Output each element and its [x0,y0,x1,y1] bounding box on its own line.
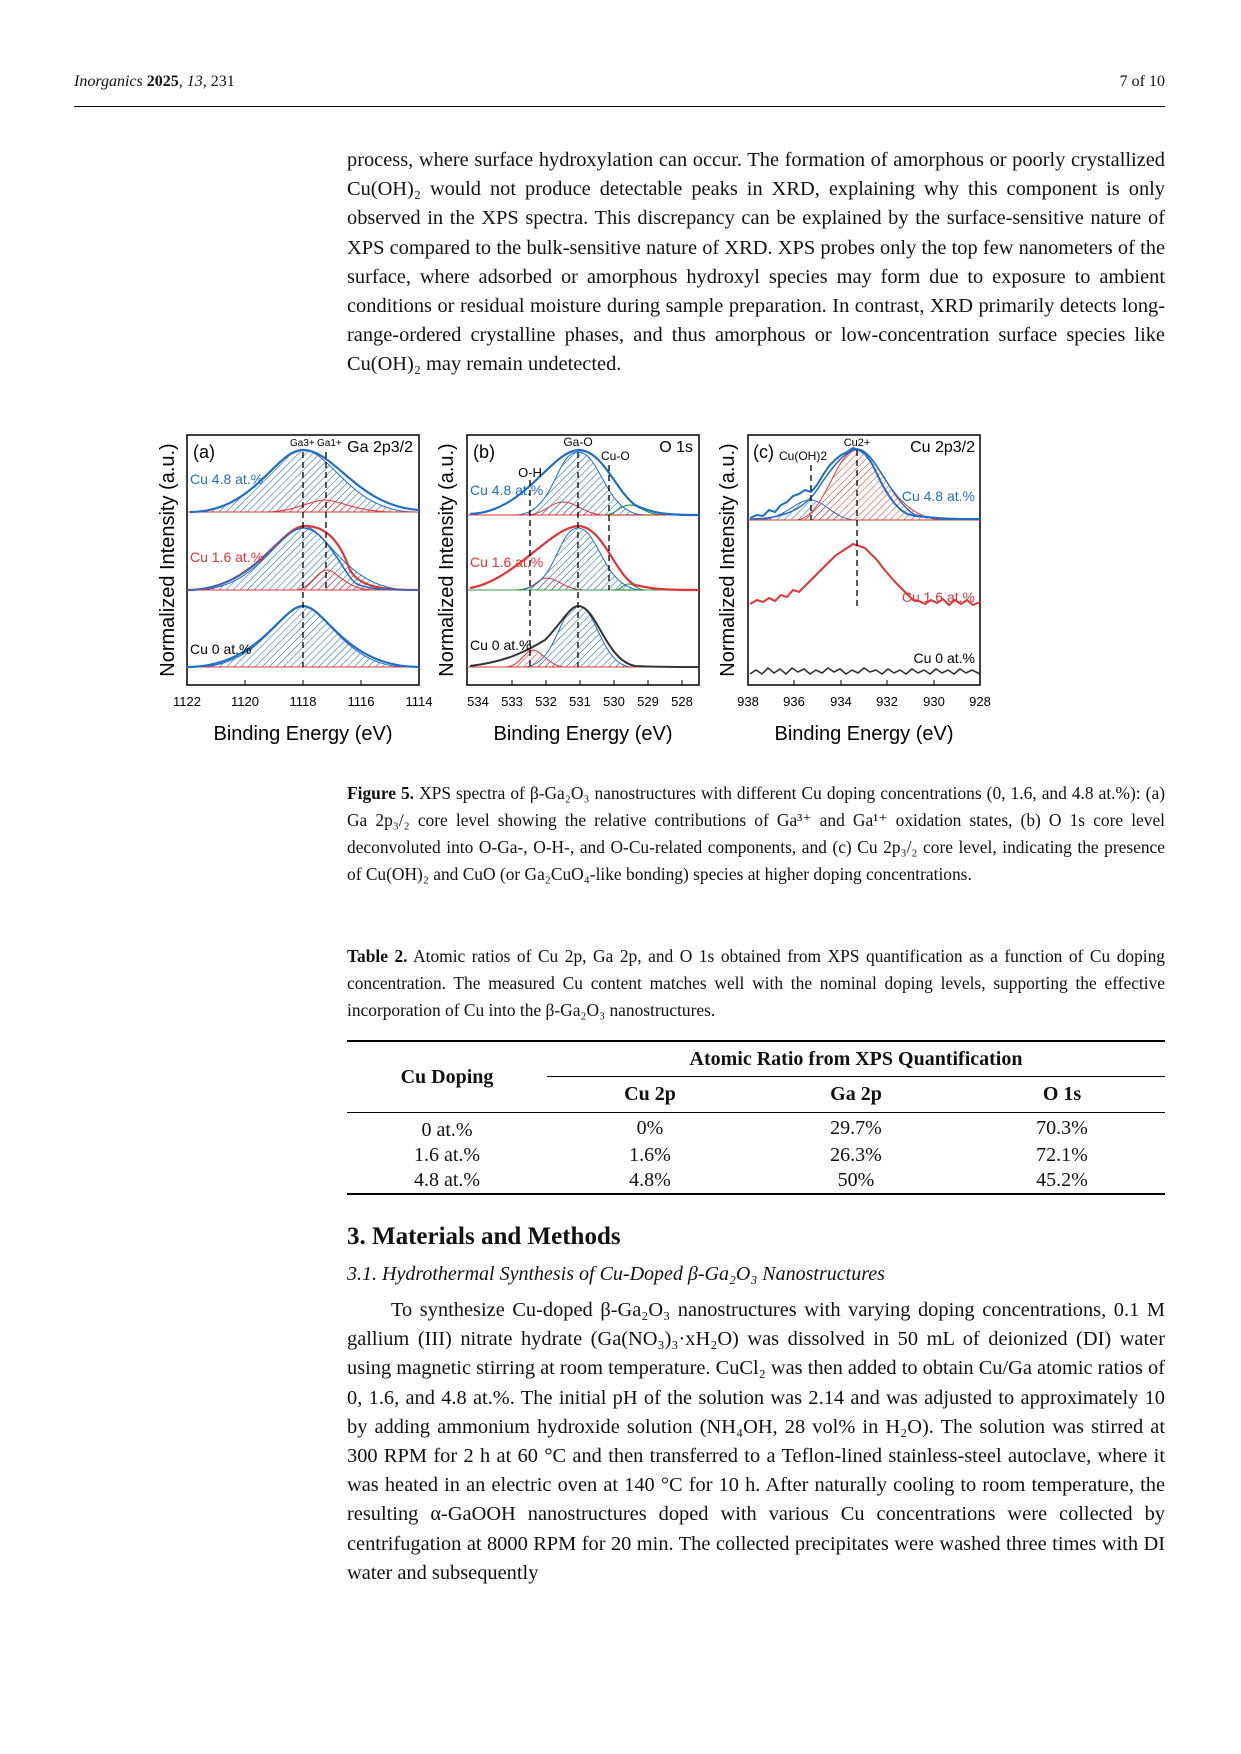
peak-label-ga-o: Ga-O [563,435,593,449]
peak-label-ga3: Ga3+ [290,438,315,449]
table-row [347,1167,1165,1194]
trace-label-a-0: Cu 0 at.% [190,641,252,657]
peak-label-cu-oh2: Cu(OH)2 [779,449,828,463]
trace-label-c-0: Cu 0 at.% [913,650,975,666]
page-number: 7 of 10 [1119,73,1165,90]
table-cell: 0% [636,1116,664,1139]
panel-a-tag: (a) [193,442,215,462]
panel-c-spectra [748,448,980,674]
peak-label-ga1: Ga1+ [317,438,342,449]
table-2-caption [347,943,1165,1024]
table-cell: 4.8% [547,1167,753,1194]
figure-label: Figure 5. [347,783,415,803]
col-header-doping: Cu Doping [347,1041,547,1113]
panel-a-core: Ga 2p3/2 [347,439,413,456]
xlabel-c: Binding Energy (eV) [774,723,954,745]
table-cell: 0 at.% [421,1118,473,1141]
xtick-label: 534 [467,694,489,709]
table-label: Table 2. [347,946,408,966]
panel-c-tag: (c) [753,442,774,462]
trace-label-c-4.8: Cu 4.8 at.% [901,488,975,504]
table-caption-text: Atomic ratios of Cu 2p, Ga 2p, and O 1s obtained from XPS quantification as a function of Cu doping concentration. The measured Cu content matches well with the nominal doping levels, supporting the effective incorporation of Cu into the β-Ga₂O₃ nanostructures. [347,946,1166,1020]
xtick-label: 938 [737,694,759,709]
table-cell: 72.1% [1036,1143,1088,1166]
table-2 [347,1040,1165,1195]
table-cell: 4.8 at.% [347,1167,547,1194]
trace-label-a-4.8: Cu 4.8 at.% [190,471,264,487]
table-cell: 70.3% [1036,1116,1088,1139]
xtick-label: 1116 [347,694,375,709]
table-cell: 26.3% [830,1143,882,1166]
table-cell: 50% [753,1167,959,1194]
paragraph-text: To synthesize Cu-doped β-Ga₂O₃ nanostructures with varying doping concentrations, 0.1 M gallium (III) nitrate hydrate (Ga(NO₃)₃·xH₂O) was dissolved in 50 mL of deionized (DI) water using magnetic stirring at room temperature. CuCl₂ was then added to obtain Cu/Ga atomic ratios of 0, 1.6, and 4.8 at.%. The initial pH of the solution was 2.14 and was adjusted to approximately 10 by adding ammonium hydroxide solution (NH₄OH, 28 vol% in H₂O). The solution was stirred at 300 RPM for 2 h at 60 °C and then transferred to a Teflon-lined stainless-steel autoclave, where it was heated in an electric oven at 140 °C for 10 h. After naturally cooling to room temperature, the resulting α-GaOOH nanostructures doped with various Cu concentrations were collected by centrifugation at 8000 RPM for 20 min. The collected precipitates were washed three times with DI water and subsequently [347,1299,1166,1584]
col-header-o1s: O 1s [959,1077,1165,1113]
table-row [347,1113,1165,1144]
xtick-label: 1122 [173,694,201,709]
col-header-cu2p: Cu 2p [547,1077,753,1113]
xps-figure [145,430,1095,760]
trace-label-b-1.6: Cu 1.6 at.% [470,554,544,570]
xtick-label: 936 [783,694,805,709]
xtick-label: 1120 [231,694,259,709]
xtick-label: 530 [603,694,625,709]
table-cell: 29.7% [830,1116,882,1139]
xtick-label: 932 [876,694,898,709]
xtick-label: 1114 [405,694,433,709]
header-rule [74,106,1165,107]
xtick-label: 532 [535,694,557,709]
xtick-label: 528 [671,694,693,709]
article-number: 231 [210,73,235,90]
table-cell: 1.6% [629,1143,671,1166]
xtick-label: 934 [830,694,852,709]
trace-label-a-1.6: Cu 1.6 at.% [190,549,264,565]
cu-0-trace [750,668,980,674]
xticks-a [173,694,432,709]
xticks-c [737,694,991,709]
journal-year: 2025 [146,73,179,90]
trace-label-b-4.8: Cu 4.8 at.% [470,482,544,498]
col-header-ga2p: Ga 2p [753,1077,959,1113]
journal-name: Inorganics [74,73,143,90]
figure-caption-text: XPS spectra of β-Ga₂O₃ nanostructures with different Cu doping concentrations (0, 1.6, and 4.8 at.%): (a) Ga 2p₃/₂ core level showing the relative contributions of Ga³⁺ and Ga¹⁺ oxidation states, (b) O 1s core level deconvoluted into O-Ga-, O-H-, and O-Cu-related components, and (c) Cu 2p₃/₂ core level, indicating the presence of Cu(OH)₂ and CuO (or Ga₂CuO₄-like bonding) species at higher doping concentrations. [347,783,1165,884]
table-row [347,1143,1165,1167]
xtick-label: 533 [501,694,523,709]
xticks-b [467,694,693,709]
intro-paragraph [347,146,1165,380]
xtick-label: 529 [637,694,659,709]
group-header: Atomic Ratio from XPS Quantification [547,1041,1165,1077]
xlabel-b: Binding Energy (eV) [493,723,673,745]
panel-b-core: O 1s [659,439,693,456]
peak-label-cu-o: Cu-O [601,449,630,463]
table-cell: 1.6 at.% [413,1143,481,1166]
ylabel-a: Normalized Intensity (a.u.) [157,443,179,677]
paragraph-text: process, where surface hydroxylation can occur. The formation of amorphous or poorly crystallized Cu(OH)₂ would not produce detectable peaks in XRD, explaining why this component is only observed in the XPS spectra. This discrepancy can be explained by the surface-sensitive nature of XPS compared to the bulk-sensitive nature of XRD. XPS probes only the top few nanometers of the surface, where adsorbed or amorphous hydroxyl species may form due to exposure to ambient conditions or residual moisture during sample preparation. In contrast, XRD primarily detects long-range-ordered crystalline phases, and thus amorphous or low-concentration surface species like Cu(OH)₂ may remain undetected. [347,149,1165,376]
xlabel-a: Binding Energy (eV) [213,723,393,745]
trace-label-c-1.6: Cu 1.6 at.% [901,589,975,605]
journal-volume: 13 [186,73,203,90]
peak-label-o-h: O-H [518,465,542,480]
ylabel-b: Normalized Intensity (a.u.) [436,443,458,677]
section-heading: 3. Materials and Methods [347,1223,621,1250]
xtick-label: 928 [969,694,991,709]
panel-c-core: Cu 2p3/2 [910,439,975,456]
running-header: Inorganics 2025, 13, 231 [74,73,235,90]
peak-label-cu2plus: Cu2+ [843,437,871,449]
panel-b-tag: (b) [473,442,495,462]
xtick-label: 531 [569,694,591,709]
xtick-label: 930 [923,694,945,709]
ylabel-c: Normalized Intensity (a.u.) [717,443,739,677]
figure-5-caption [347,780,1165,888]
figure-5 [145,430,1095,760]
table-cell: 45.2% [959,1167,1165,1194]
xtick-label: 1118 [289,694,317,709]
subsection-heading: 3.1. Hydrothermal Synthesis of Cu-Doped β-Ga₂O₃ Nanostructures [347,1263,885,1285]
methods-paragraph [347,1296,1165,1588]
trace-label-b-0: Cu 0 at.% [470,637,532,653]
